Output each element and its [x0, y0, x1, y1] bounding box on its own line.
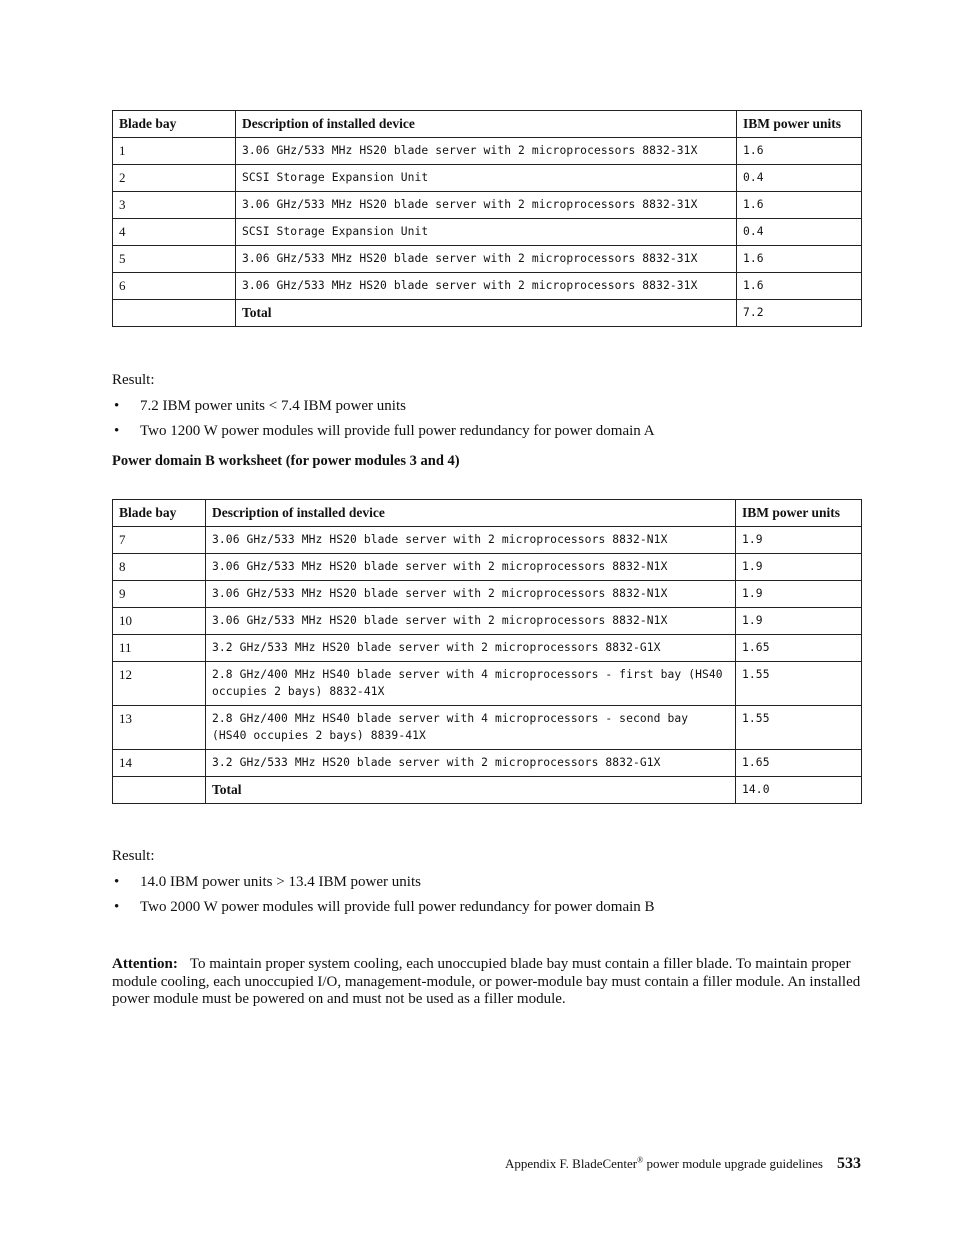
list-item	[112, 872, 655, 897]
device-description-cell: 3.06 GHz/533 MHz HS20 blade server with 2 microprocessors 8832-31X	[236, 138, 737, 165]
result-label-b: Result:	[112, 848, 155, 864]
registered-mark: ®	[637, 1155, 644, 1165]
blade-bay-cell: 9	[113, 581, 206, 608]
list-item	[112, 897, 655, 922]
blade-bay-cell: 10	[113, 608, 206, 635]
footer-suffix: power module upgrade guidelines	[643, 1156, 823, 1171]
power-units-cell: 1.6	[737, 192, 862, 219]
device-description-cell: 3.06 GHz/533 MHz HS20 blade server with 2 microprocessors 8832-N1X	[206, 608, 736, 635]
total-label: Total	[206, 777, 736, 804]
table-row	[113, 219, 862, 246]
table-row	[113, 750, 862, 777]
power-units-cell: 1.65	[736, 750, 862, 777]
column-header-power-units: IBM power units	[737, 111, 862, 138]
power-domain-b-table	[112, 499, 862, 804]
device-description-cell: 3.06 GHz/533 MHz HS20 blade server with 2 microprocessors 8832-31X	[236, 192, 737, 219]
blade-bay-cell: 5	[113, 246, 236, 273]
blade-bay-cell: 6	[113, 273, 236, 300]
blade-bay-cell: 1	[113, 138, 236, 165]
footer-prefix: Appendix F. BladeCenter	[504, 1156, 638, 1171]
blade-bay-cell: 12	[113, 662, 206, 706]
page-number: 533	[837, 1155, 861, 1172]
power-units-cell: 1.6	[737, 138, 862, 165]
list-item-text: 14.0 IBM power units > 13.4 IBM power units	[140, 874, 421, 890]
device-description-cell: SCSI Storage Expansion Unit	[236, 219, 737, 246]
total-label: Total	[236, 300, 737, 327]
page-footer	[505, 1155, 861, 1173]
bullet-icon: •	[114, 899, 120, 915]
total-value: 7.2	[737, 300, 862, 327]
table-row	[113, 706, 862, 750]
table-total-row	[113, 777, 862, 804]
table-total-row	[113, 300, 862, 327]
empty-cell	[113, 777, 206, 804]
blade-bay-cell: 14	[113, 750, 206, 777]
blade-bay-cell: 13	[113, 706, 206, 750]
column-header-description: Description of installed device	[236, 111, 737, 138]
power-units-cell: 0.4	[737, 219, 862, 246]
power-units-cell: 1.6	[737, 273, 862, 300]
device-description-cell: 3.2 GHz/533 MHz HS20 blade server with 2 microprocessors 8832-G1X	[206, 750, 736, 777]
table-row	[113, 662, 862, 706]
bullet-icon: •	[114, 874, 120, 890]
attention-label: Attention:	[112, 956, 178, 972]
device-description-cell: 3.06 GHz/533 MHz HS20 blade server with 2 microprocessors 8832-31X	[236, 246, 737, 273]
device-description-cell: 3.2 GHz/533 MHz HS20 blade server with 2 microprocessors 8832-G1X	[206, 635, 736, 662]
table-header-row	[113, 111, 862, 138]
table-row	[113, 138, 862, 165]
column-header-blade-bay: Blade bay	[113, 111, 236, 138]
device-description-cell: 3.06 GHz/533 MHz HS20 blade server with 2 microprocessors 8832-N1X	[206, 581, 736, 608]
power-units-cell: 1.9	[736, 608, 862, 635]
column-header-description: Description of installed device	[206, 500, 736, 527]
table-row	[113, 527, 862, 554]
table-row	[113, 165, 862, 192]
list-item	[112, 396, 655, 421]
list-item	[112, 421, 655, 446]
device-description-cell: 3.06 GHz/533 MHz HS20 blade server with 2 microprocessors 8832-31X	[236, 273, 737, 300]
blade-bay-cell: 2	[113, 165, 236, 192]
blade-bay-cell: 11	[113, 635, 206, 662]
table-row	[113, 246, 862, 273]
device-description-cell: SCSI Storage Expansion Unit	[236, 165, 737, 192]
table-row	[113, 273, 862, 300]
section-heading: Power domain B worksheet (for power modules 3 and 4)	[112, 453, 460, 469]
device-description-cell: 2.8 GHz/400 MHz HS40 blade server with 4 microprocessors - second bay (HS40 occupies 2 bays) 8839-41X	[206, 706, 736, 750]
table-row	[113, 635, 862, 662]
bullet-icon: •	[114, 423, 120, 439]
power-units-cell: 1.55	[736, 706, 862, 750]
list-item-text: Two 1200 W power modules will provide full power redundancy for power domain A	[140, 423, 655, 439]
attention-text: To maintain proper system cooling, each unoccupied blade bay must contain a filler blade. To maintain proper module cooling, each unoccupied I/O, management-module, or power-module bay must contain a filler module. An installed power module must be powered on and must not be used as a filler module.	[112, 956, 861, 1007]
power-domain-a-table	[112, 110, 862, 327]
power-units-cell: 0.4	[737, 165, 862, 192]
table-row	[113, 581, 862, 608]
attention-notice	[112, 956, 862, 1009]
device-description-cell: 2.8 GHz/400 MHz HS40 blade server with 4 microprocessors - first bay (HS40 occupies 2 bays) 8832-41X	[206, 662, 736, 706]
power-units-cell: 1.9	[736, 527, 862, 554]
table-row	[113, 192, 862, 219]
blade-bay-cell: 8	[113, 554, 206, 581]
blade-bay-cell: 4	[113, 219, 236, 246]
empty-cell	[113, 300, 236, 327]
total-value: 14.0	[736, 777, 862, 804]
column-header-blade-bay: Blade bay	[113, 500, 206, 527]
blade-bay-cell: 3	[113, 192, 236, 219]
table-row	[113, 608, 862, 635]
power-units-cell: 1.9	[736, 581, 862, 608]
bullet-icon: •	[114, 398, 120, 414]
device-description-cell: 3.06 GHz/533 MHz HS20 blade server with 2 microprocessors 8832-N1X	[206, 554, 736, 581]
result-list-b	[112, 872, 655, 922]
list-item-text: 7.2 IBM power units < 7.4 IBM power units	[140, 398, 406, 414]
power-units-cell: 1.6	[737, 246, 862, 273]
device-description-cell: 3.06 GHz/533 MHz HS20 blade server with 2 microprocessors 8832-N1X	[206, 527, 736, 554]
list-item-text: Two 2000 W power modules will provide full power redundancy for power domain B	[140, 899, 655, 915]
power-units-cell: 1.9	[736, 554, 862, 581]
table-header-row	[113, 500, 862, 527]
power-units-cell: 1.55	[736, 662, 862, 706]
blade-bay-cell: 7	[113, 527, 206, 554]
result-list-a	[112, 396, 655, 446]
result-label-a: Result:	[112, 372, 155, 388]
power-units-cell: 1.65	[736, 635, 862, 662]
table-row	[113, 554, 862, 581]
column-header-power-units: IBM power units	[736, 500, 862, 527]
